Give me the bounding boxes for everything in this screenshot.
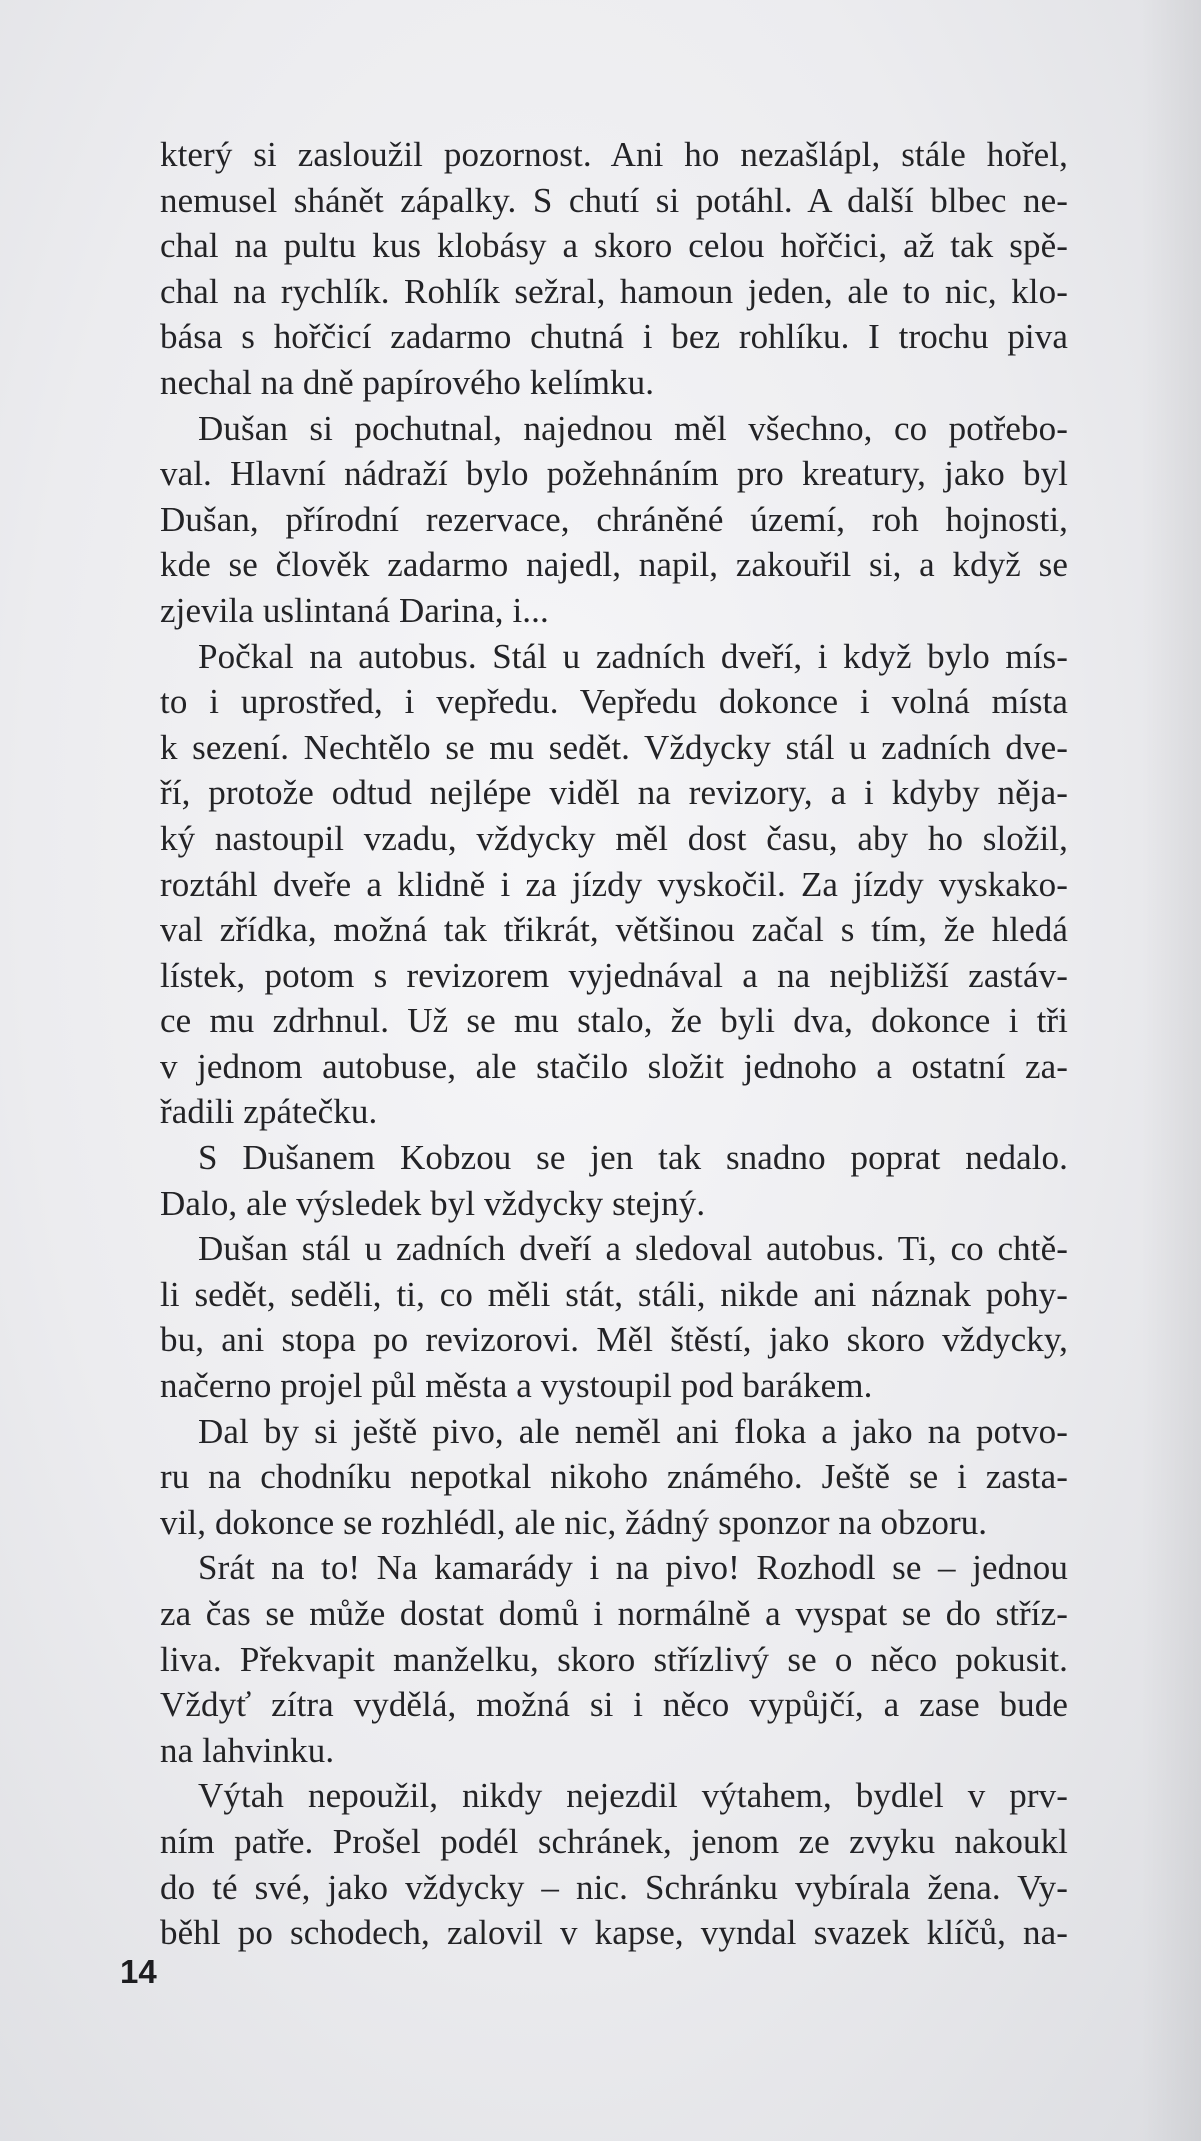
page-number: 14 [120,1953,157,1990]
text-line: za čas se může dostat domů i normálně a vyspat se do stříz- [160,1594,1068,1633]
text-line: na lahvinku. [160,1730,335,1770]
text-line: Výtah nepoužil, nikdy nejezdil výtahem, bydlel v prv- [198,1776,1068,1816]
paragraph [160,1773,1068,1955]
text-line: lístek, potom s revizorem vyjednával a na nejbližší zastáv- [160,955,1068,995]
text-line: bása s hořčicí zadarmo chutná i bez rohlíku. I trochu piva [160,317,1068,357]
text-line: ním patře. Prošel podél schránek, jenom ze zvyku nakoukl [160,1821,1068,1861]
text-line: ký nastoupil vzadu, vždycky měl dost času, aby ho složil, [160,818,1068,858]
text-line: načerno projel půl města a vystoupil pod barákem. [160,1366,873,1406]
text-line: vil, dokonce se rozhlédl, ale nic, žádný sponzor na obzoru. [160,1502,988,1542]
text-line: nechal na dně papírového kelímku. [160,362,655,402]
text-line: Dušan, přírodní rezervace, chráněné území, roh hojnosti, [160,499,1068,539]
text-line: kde se člověk zadarmo najedl, napil, zakouřil si, a když se [160,545,1068,585]
text-line: bu, ani stopa po revizorovi. Měl štěstí, jako skoro vždycky, [160,1320,1068,1360]
text-line: ru na chodníku nepotkal nikoho známého. Ještě se i zasta- [160,1457,1068,1497]
text-line: chal na rychlík. Rohlík sežral, hamoun jeden, ale to nic, klo- [160,271,1068,311]
text-line: to i uprostřed, i vepředu. Vepředu dokonce i volná místa [160,682,1068,722]
text-line: S Dušanem Kobzou se jen tak snadno poprat nedalo. [198,1138,1068,1178]
text-line: liva. Překvapit manželku, skoro střízlivý se o něco pokusit. [160,1639,1068,1679]
text-line: Dalo, ale výsledek byl vždycky stejný. [160,1183,706,1223]
text-line: Dušan stál u zadních dveří a sledoval autobus. Ti, co chtě- [198,1229,1068,1269]
text-line: li sedět, seděli, ti, co měli stát, stáli, nikde ani náznak pohy- [160,1274,1068,1314]
text-line: Vždyť zítra vydělá, možná si i něco vypůjčí, a zase bude [160,1685,1068,1725]
paragraph [160,1545,1068,1773]
text-line: ce mu zdrhnul. Už se mu stalo, že byli dva, dokonce i tři [160,1001,1068,1041]
text-line: v jednom autobuse, ale stačilo složit jednoho a ostatní za- [160,1046,1068,1086]
text-line: který si zasloužil pozornost. Ani ho nezašlápl, stále hořel, [160,135,1068,174]
paragraph [160,634,1068,1136]
paragraph [160,1226,1068,1408]
text-line: Srát na to! Na kamarády i na pivo! Rozhodl se – jednou [198,1548,1068,1588]
text-line: Počkal na autobus. Stál u zadních dveří, i když bylo mís- [198,636,1068,676]
text-line: zjevila uslintaná Darina, i... [160,590,549,630]
paragraph [160,406,1068,634]
text-line: Dal by si ještě pivo, ale neměl ani floka a jako na potvo- [198,1411,1068,1451]
text-line: val. Hlavní nádraží bylo požehnáním pro kreatury, jako byl [160,454,1068,494]
text-line: řadili zpátečku. [160,1092,378,1132]
text-line: do té své, jako vždycky – nic. Schránku vybírala žena. Vy- [160,1867,1068,1907]
text-line: běhl po schodech, zalovil v kapse, vyndal svazek klíčů, na- [160,1913,1068,1953]
text-line: roztáhl dveře a klidně i za jízdy vyskočil. Za jízdy vyskako- [160,864,1068,904]
text-line: chal na pultu kus klobásy a skoro celou hořčici, až tak spě- [160,226,1068,266]
text-line: val zřídka, možná tak třikrát, většinou začal s tím, že hledá [160,910,1068,950]
text-line: k sezení. Nechtělo se mu sedět. Vždycky stál u zadních dve- [160,727,1068,767]
text-line: nemusel shánět zápalky. S chutí si potáhl. A další blbec ne- [160,180,1068,220]
paragraph [160,1135,1068,1226]
body-text [160,132,1068,1956]
text-line: ří, protože odtud nejlépe viděl na revizory, a i kdyby něja- [160,773,1068,813]
text-line: Dušan si pochutnal, najednou měl všechno, co potřebo- [198,408,1068,448]
paragraph [160,132,1068,406]
paragraph [160,1409,1068,1546]
